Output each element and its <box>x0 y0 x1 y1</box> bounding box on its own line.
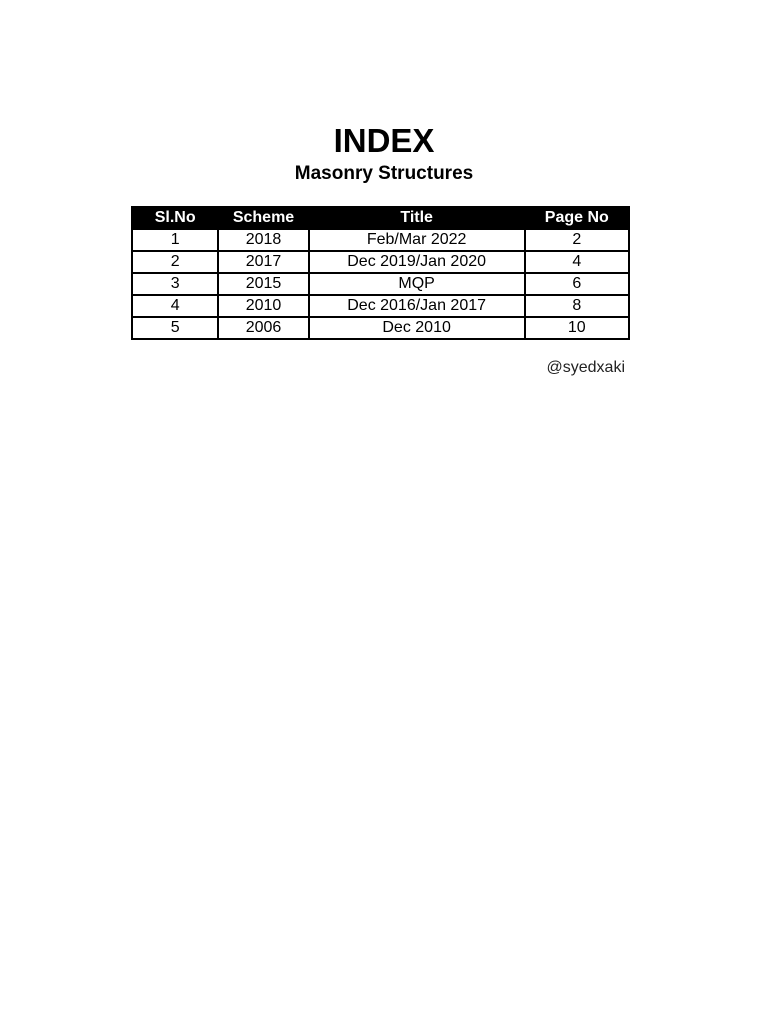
index-table <box>131 206 630 340</box>
cell-page-no: 2 <box>525 229 629 251</box>
author-credit: @syedxaki <box>546 359 625 376</box>
cell-slno: 3 <box>132 273 218 295</box>
table-row <box>132 251 629 273</box>
page-title: INDEX <box>333 122 435 159</box>
cell-title: Dec 2019/Jan 2020 <box>309 251 525 273</box>
cell-page-no: 8 <box>525 295 629 317</box>
cell-scheme: 2006 <box>218 317 308 339</box>
page-subtitle: Masonry Structures <box>294 163 474 184</box>
cell-title: MQP <box>309 273 525 295</box>
header-title: Title <box>309 207 525 229</box>
table-row <box>132 273 629 295</box>
table-row <box>132 295 629 317</box>
cell-page-no: 6 <box>525 273 629 295</box>
table-row <box>132 317 629 339</box>
header-scheme: Scheme <box>218 207 308 229</box>
cell-slno: 5 <box>132 317 218 339</box>
cell-title: Dec 2010 <box>309 317 525 339</box>
header-page-no: Page No <box>525 207 629 229</box>
cell-slno: 2 <box>132 251 218 273</box>
cell-page-no: 4 <box>525 251 629 273</box>
cell-scheme: 2015 <box>218 273 308 295</box>
table-row <box>132 229 629 251</box>
cell-scheme: 2018 <box>218 229 308 251</box>
cell-title: Feb/Mar 2022 <box>309 229 525 251</box>
cell-slno: 4 <box>132 295 218 317</box>
cell-page-no: 10 <box>525 317 629 339</box>
header-slno: Sl.No <box>132 207 218 229</box>
cell-scheme: 2010 <box>218 295 308 317</box>
table-header-row <box>132 207 629 229</box>
cell-scheme: 2017 <box>218 251 308 273</box>
cell-slno: 1 <box>132 229 218 251</box>
cell-title: Dec 2016/Jan 2017 <box>309 295 525 317</box>
